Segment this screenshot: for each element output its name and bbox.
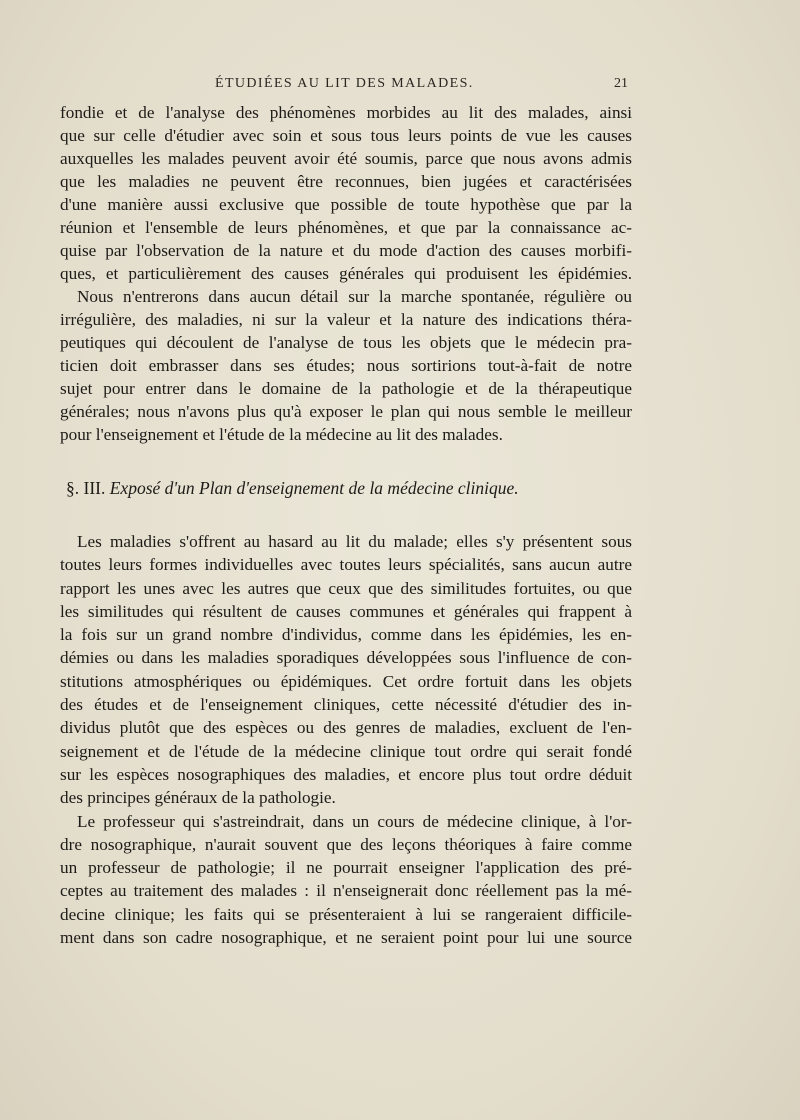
text-line: decine clinique; les faits qui se présenteraient à lui se rangeraient difficile-	[60, 904, 632, 924]
text-line: ques, et particulièrement des causes générales qui produisent les épidémies.	[60, 264, 632, 283]
text-line: Le professeur qui s'astreindrait, dans un cours de médecine clinique, à l'or-	[77, 811, 632, 831]
section-heading	[66, 478, 666, 499]
text-line: Les maladies s'offrent au hasard au lit du malade; elles s'y présentent sous	[77, 532, 632, 551]
running-head	[0, 76, 800, 96]
text-line: que sur celle d'étudier avec soin et sous tous leurs points de vue les causes	[60, 126, 632, 145]
running-head-title: ÉTUDIÉES AU LIT DES MALADES.	[215, 76, 474, 91]
paragraph-1	[60, 101, 632, 285]
text-line: des principes généraux de la pathologie.	[60, 788, 336, 808]
text-line: réunion et l'ensemble de leurs phénomènes, et que par la connaissance ac-	[60, 218, 632, 237]
text-block-lower	[60, 530, 632, 949]
text-line: toutes leurs formes individuelles avec toutes leurs spécialités, sans aucun autre	[60, 555, 632, 575]
text-line: les similitudes qui résultent de causes communes et générales qui frappent à	[60, 601, 632, 621]
text-line: dre nosographique, n'aurait souvent que des leçons théoriques à faire comme	[60, 834, 632, 854]
text-line: ceptes au traitement des malades : il n'enseignerait donc réellement pas la mé-	[60, 881, 632, 901]
section-title: Exposé d'un Plan d'enseignement de la médecine clinique.	[109, 478, 519, 498]
text-line: sujet pour entrer dans le domaine de la pathologie et de la thérapeutique	[60, 379, 632, 398]
text-line: générales; nous n'avons plus qu'à exposer le plan qui nous semble le meilleur	[60, 402, 632, 421]
text-block-upper	[60, 101, 632, 446]
text-line: que les maladies ne peuvent être reconnues, bien jugées et caractérisées	[60, 172, 632, 191]
text-line: quise par l'observation de la nature et du mode d'action des causes morbifi-	[60, 241, 632, 260]
text-line: stitutions atmosphériques ou épidémiques. Cet ordre fortuit dans les objets	[60, 671, 632, 691]
text-line: la fois sur un grand nombre d'individus, comme dans les épidémies, les en-	[60, 625, 632, 645]
text-line: irrégulière, des maladies, ni sur la valeur et la nature des indications théra-	[60, 310, 632, 329]
text-line: d'une manière aussi exclusive que possible de toute hypothèse que par la	[60, 195, 632, 214]
text-line: un professeur de pathologie; il ne pourrait enseigner l'application des pré-	[60, 858, 632, 878]
text-line: dividus plutôt que des espèces ou des genres de maladies, excluent de l'en-	[60, 718, 632, 738]
text-line: ment dans son cadre nosographique, et ne seraient point pour lui une source	[60, 928, 632, 948]
paragraph-3	[60, 530, 632, 810]
paragraph-4	[60, 810, 632, 950]
text-line: Nous n'entrerons dans aucun détail sur la marche spontanée, régulière ou	[77, 287, 632, 306]
section-number: §. III.	[66, 478, 106, 498]
text-line: rapport les unes avec les autres que ceux que des similitudes fortuites, ou que	[60, 578, 632, 598]
text-line: démies ou dans les maladies sporadiques développées sous l'influence de con-	[60, 648, 632, 668]
text-line: peutiques qui découlent de l'analyse de tous les objets que le médecin pra-	[60, 333, 632, 352]
text-line: ticien doit embrasser dans ses études; nous sortirions tout-à-fait de notre	[60, 356, 632, 375]
paragraph-2	[60, 285, 632, 446]
text-line: des études et de l'enseignement cliniques, cette nécessité d'étudier des in-	[60, 695, 632, 715]
text-line: fondie et de l'analyse des phénomènes morbides au lit des malades, ainsi	[60, 103, 632, 122]
text-line: pour l'enseignement et l'étude de la médecine au lit des malades.	[60, 425, 503, 444]
page-number: 21	[614, 76, 628, 91]
text-line: seignement et de l'étude de la médecine clinique tout ordre qui serait fondé	[60, 741, 632, 761]
text-line: auxquelles les malades peuvent avoir été soumis, parce que nous avons admis	[60, 149, 632, 168]
text-line: sur les espèces nosographiques des maladies, et encore plus tout ordre déduit	[60, 764, 632, 784]
